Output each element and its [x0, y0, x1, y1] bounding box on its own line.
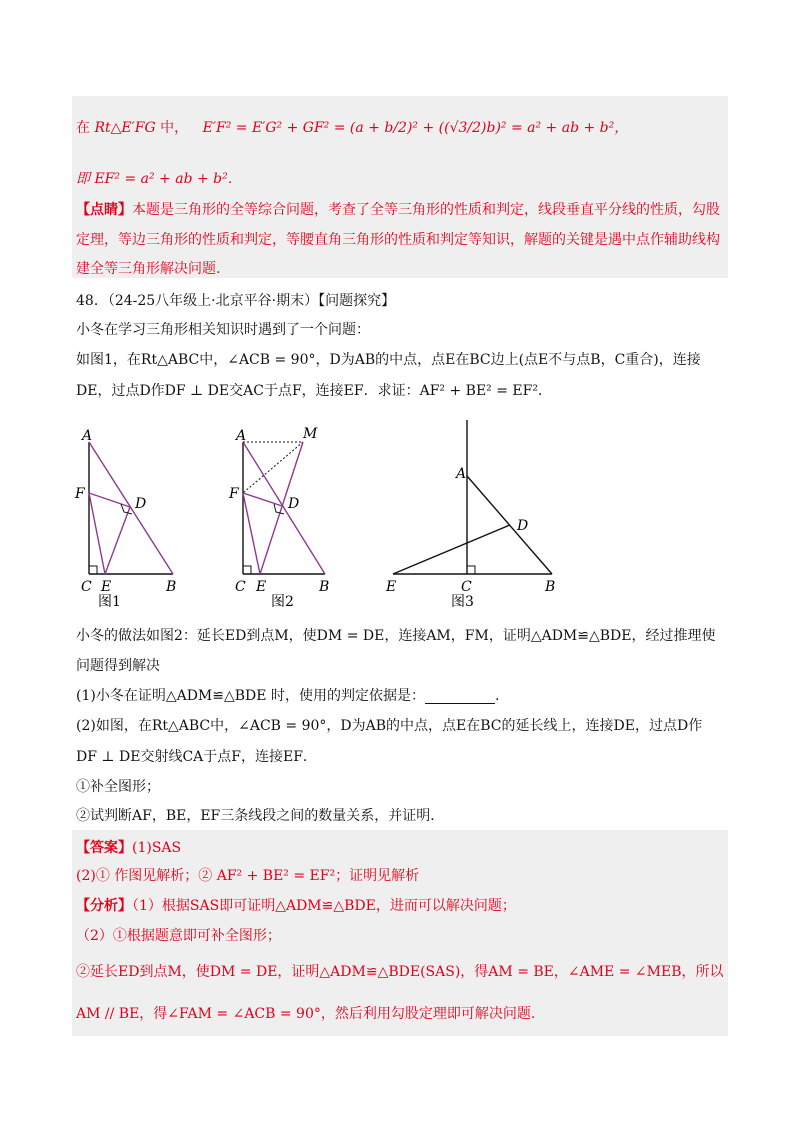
- fig3-label-D: D: [517, 518, 529, 534]
- fig3-label-E: E: [386, 579, 397, 595]
- method-line-2: 问题得到解决: [76, 658, 160, 674]
- formula-line-2: 即 EF² = a² + ab + b²．: [76, 171, 242, 187]
- fig2-label-A: A: [236, 428, 247, 444]
- analysis-line-3: ②延长ED到点M，使DM = DE，证明△ADM≌△BDE(SAS)，得AM = BE，∠AME = ∠MEB，所以: [76, 964, 724, 980]
- fig1-label-A: A: [82, 428, 93, 444]
- fig2-label-B: B: [319, 579, 330, 595]
- fig1-label-E: E: [101, 579, 112, 595]
- comment-line-3: 建全等三角形解决问题.: [76, 261, 221, 277]
- fig3-label-C: C: [461, 579, 472, 595]
- comment-line-1: 【点睛】本题是三角形的全等综合问题，考查了全等三角形的性质和判定，线段垂直平分线的性质，勾股: [76, 202, 720, 218]
- problem-p2: DE，过点D作DF ⊥ DE交AC于点F，连接EF．求证：AF² + BE² = EF²．: [76, 383, 552, 399]
- analysis-line-2: （2）①根据题意即可补全图形；: [76, 928, 281, 944]
- fig3-label-B: B: [545, 579, 556, 595]
- answer-label: 【答案】: [76, 840, 132, 856]
- answer-line-2: (2)① 作图见解析；② AF² + BE² = EF²；证明见解析: [76, 868, 420, 884]
- problem-p1: 如图1，在Rt△ABC中，∠ACB = 90°，D为AB的中点，点E在BC边上(点E不与点B，C重合)，连接: [76, 352, 701, 368]
- figure-area: [0, 420, 800, 620]
- analysis-label: 【分析】: [76, 898, 132, 914]
- fig2-caption: 图2: [271, 594, 294, 610]
- fig2-label-F: F: [229, 486, 239, 502]
- fig2-label-M: M: [303, 426, 318, 442]
- question-2-part-b: ②试判断AF，BE，EF三条线段之间的数量关系，并证明．: [76, 808, 445, 824]
- fig3-caption: 图3: [451, 594, 474, 610]
- fig2-label-D: D: [288, 496, 300, 512]
- fig1-label-D: D: [135, 496, 147, 512]
- fig1-caption: 图1: [98, 594, 121, 610]
- question-2-line-2: DF ⊥ DE交射线CA于点F，连接EF．: [76, 749, 317, 765]
- fig2-label-C: C: [235, 579, 246, 595]
- fig1-label-B: B: [166, 579, 177, 595]
- question-2-part-a: ①补全图形；: [76, 779, 160, 795]
- method-line-1: 小冬的做法如图2：延长ED到点M，使DM = DE，连接AM，FM，证明△ADM≌△BDE，经过推理使: [76, 628, 716, 644]
- fig1-label-C: C: [81, 579, 92, 595]
- fig1-label-F: F: [75, 486, 85, 502]
- fig2-label-E: E: [256, 579, 267, 595]
- analysis-line-1: 【分析】（1）根据SAS即可证明△ADM≌△BDE，进而可以解决问题；: [76, 898, 516, 914]
- problem-intro: 小冬在学习三角形相关知识时遇到了一个问题：: [76, 322, 370, 338]
- figure-2: [228, 426, 329, 610]
- comment-line-2: 定理，等边三角形的性质和判定，等腰直角三角形的性质和判定等知识，解题的关键是遇中点作辅助线构: [76, 232, 720, 248]
- problem-header: 48．（24-25八年级上·北京平谷·期末）【问题探究】: [76, 293, 396, 309]
- analysis-line-4: AM // BE，得∠FAM = ∠ACB = 90°，然后利用勾股定理即可解决问题.: [76, 1006, 536, 1022]
- question-1: (1)小冬在证明△ADM≌△BDE 时，使用的判定依据是： .: [76, 688, 500, 704]
- formula-line-1: 在 Rt△E′FG 中， E′F² = E′G² + GF² = (a + b/2)² + ((√3/2)b)² = a² + ab + b²，: [76, 120, 629, 136]
- answer-line-1: 【答案】(1)SAS: [76, 840, 182, 856]
- fig3-label-A: A: [456, 466, 467, 482]
- figure-1: [74, 428, 176, 610]
- question-2-line-1: (2)如图，在Rt△ABC中，∠ACB = 90°，D为AB的中点，点E在BC的延长线上，连接DE，过点D作: [76, 718, 703, 734]
- answer-blank[interactable]: [425, 689, 495, 704]
- comment-label: 【点睛】: [76, 202, 132, 218]
- figure-3: [385, 420, 555, 610]
